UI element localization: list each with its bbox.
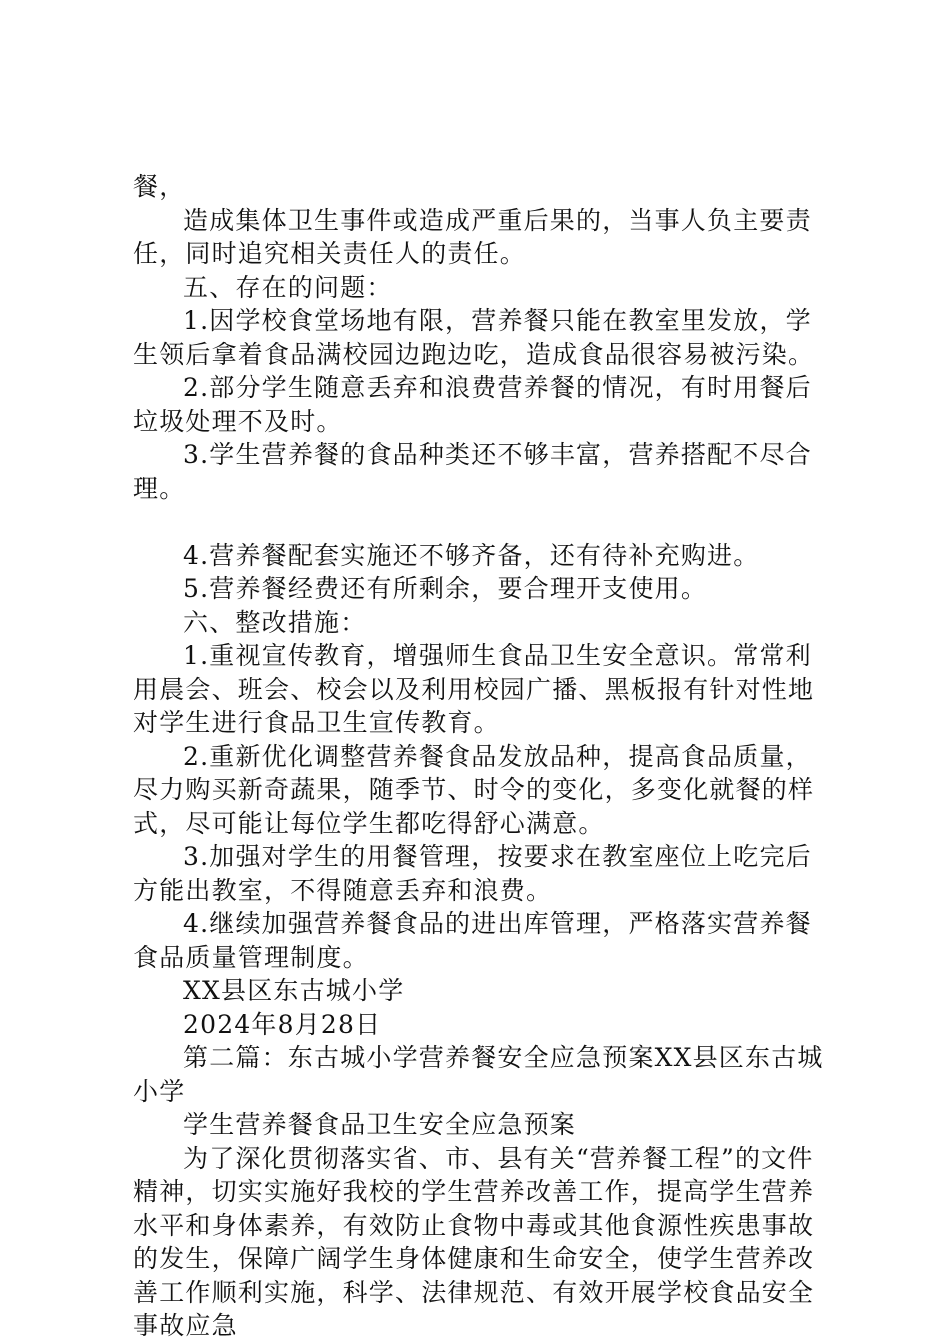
- document-body: [133, 170, 833, 1343]
- list-item: 2.重新优化调整营养餐食品发放品种，提高食品质量，尽力购买新奇蔬果，随季节、时令的变化，多变化就餐的样式，尽可能让每位学生都吃得舒心满意。: [133, 741, 815, 838]
- chapter-heading: 第二篇：东古城小学营养餐安全应急预案XX县区东古城小学: [133, 1043, 824, 1106]
- list-item: 5.营养餐经费还有所剩余，要合理开支使用。: [183, 574, 708, 603]
- signature-school: XX县区东古城小学: [183, 976, 405, 1005]
- section-heading: 六、整改措施：: [183, 607, 367, 637]
- signature-date: 2024年8月28日: [183, 1009, 382, 1039]
- list-item: 4.继续加强营养餐食品的进出库管理，严格落实营养餐食品质量管理制度。: [133, 909, 812, 972]
- paragraph: 造成集体卫生事件或造成严重后果的，当事人负主要责任，同时追究相关责任人的责任。: [133, 205, 812, 268]
- list-item: 3.加强对学生的用餐管理，按要求在教室座位上吃完后方能出教室，不得随意丢弃和浪费。: [133, 842, 812, 905]
- list-item: 4.营养餐配套实施还不够齐备，还有待补充购进。: [183, 540, 760, 570]
- list-item: 1.重视宣传教育，增强师生食品卫生安全意识。常常利用晨会、班会、校会以及利用校园广播、黑板报有针对性地对学生进行食品卫生宣传教育。: [133, 641, 815, 737]
- list-item: 2.部分学生随意丢弃和浪费营养餐的情况，有时用餐后垃圾处理不及时。: [133, 373, 812, 436]
- section-heading: 五、存在的问题：: [183, 272, 393, 302]
- list-item: 1.因学校食堂场地有限，营养餐只能在教室里发放，学生领后拿着食品满校园边跑边吃，造成食品很容易被污染。: [133, 306, 815, 369]
- paragraph: 为了深化贯彻落实省、市、县有关“营养餐工程”的文件精神，切实实施好我校的学生营养改善工作，提高学生营养水平和身体素养，有效防止食物中毒或其他食源性疾患事故的发生，保障广阔学生身体健康和生命安全，使学生营养改善工作顺利实施，科学、法律规范、有效开展学校食品安全事故应急: [133, 1143, 815, 1340]
- paragraph: 餐，: [133, 172, 186, 201]
- document-subtitle: 学生营养餐食品卫生安全应急预案: [183, 1110, 577, 1139]
- list-item: 3.学生营养餐的食品种类还不够丰富，营养搭配不尽合理。: [133, 440, 812, 503]
